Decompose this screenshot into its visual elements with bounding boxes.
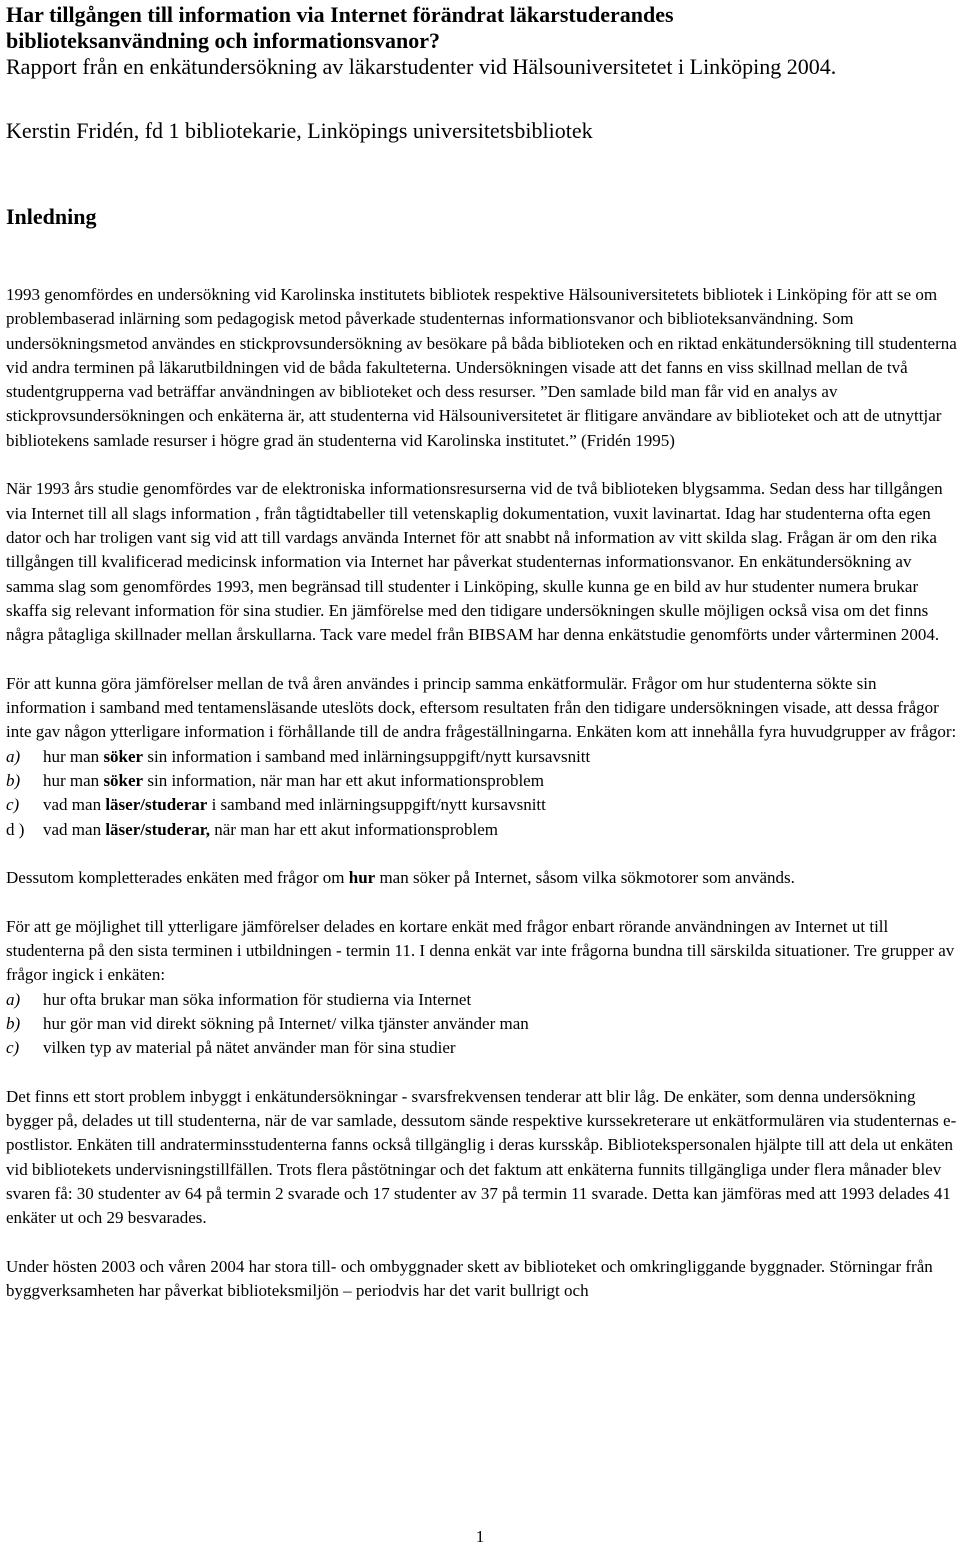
list-marker: a) bbox=[6, 746, 21, 766]
title-line-1: Har tillgången till information via Internet förändrat läkarstuderandes bbox=[6, 2, 674, 27]
question-list-1 bbox=[6, 745, 958, 842]
list-item-text: hur man söker sin information i samband med inlärningsuppgift/nytt kursavsnitt bbox=[43, 746, 591, 766]
paragraph-spacer bbox=[6, 890, 958, 914]
paragraph-2: När 1993 års studie genomfördes var de elektroniska informationsresurserna vid de två biblioteken blygsamma. Sedan dess har tillgången via Internet till all slags information , från tågtidtabeller till vetenskaplig dokumentation, vuxit lavinartat. Idag har studenterna ofta egen dator och har troligen vant sig vid att till vardags använda Internet för att snabbt nå information av vitt skilda slag. Frågan är om den rika tillgången till kvalificerad medicinsk information via Internet har påverkat studenternas informationsvanor. En enkätundersökning av samma slag som genomfördes 1993, men begränsad till studenter i Linköping, skulle kunna ge en bild av hur studenter numera brukar skaffa sig relevant information för sina studier. En jämförelse med den tidigare undersökningen skulle möjligen också visa om det finns några påtagliga skillnader mellan årskullarna. Tack vare medel från BIBSAM har denna enkätstudie genomförts under vårterminen 2004. bbox=[6, 479, 943, 645]
paragraph-spacer bbox=[6, 1231, 958, 1255]
list-item bbox=[6, 1036, 958, 1060]
list-item bbox=[6, 818, 958, 842]
list-item-text: vilken typ av material på nätet använder man för sina studier bbox=[43, 1038, 456, 1058]
paragraph-6: Det finns ett stort problem inbyggt i enkätundersökningar - svarsfrekvensen tenderar att blir låg. De enkäter, som denna undersökning bygger på, delades ut till studenterna, när de var samlade, dessutom sände respektive kurssekreterare ut enkätformulären via studenternas e-postlistor. Enkäten till andraterminsstudenterna fanns också tillgänglig i deras kursskåp. Bibliotekspersonalen hjälpte till att dela ut enkäten vid bibliotekets undervisningstillfällen. Trots flera påstötningar och det faktum att enkäterna funnits tillgängliga under flera månader blev svaren få: 30 studenter av 64 på termin 2 svarade och 17 studenter av 37 på termin 11 svarade. Detta kan jämföras med att 1993 delades 41 enkäter ut och 29 besvarades. bbox=[6, 1086, 957, 1228]
list-item-text: vad man läser/studerar i samband med inlärningsuppgift/nytt kursavsnitt bbox=[43, 795, 546, 815]
section-heading: Inledning bbox=[6, 204, 97, 229]
title-line-2: biblioteksanvändning och informationsvanor? bbox=[6, 28, 440, 53]
list-item bbox=[6, 1012, 958, 1036]
list-item bbox=[6, 793, 958, 817]
list-item-text: hur gör man vid direkt sökning på Internet/ vilka tjänster använder man bbox=[43, 1013, 529, 1033]
list-marker: c) bbox=[6, 1038, 20, 1058]
paragraph-5: För att ge möjlighet till ytterligare jämförelser delades en kortare enkät med frågor enbart rörande användningen av Internet ut till studenterna på den sista terminen i utbildningen - termin 11. I denna enkät var inte frågorna bundna till särskilda situationer. Tre grupper av frågor ingick i enkäten: bbox=[6, 916, 955, 985]
paragraph-3: För att kunna göra jämförelser mellan de två åren användes i princip samma enkätformulär. Frågor om hur studenterna sökte sin information i samband med tentamensläsande uteslöts dock, eftersom resultaten från den tidigare undersökningen visade, att dessa frågor inte gav någon ytterligare information i förhållande till de andra frågeställningarna. Enkäten kom att innehålla fyra huvudgrupper av frågor: bbox=[6, 673, 957, 742]
list-item-text: hur ofta brukar man söka information för studierna via Internet bbox=[43, 989, 472, 1009]
paragraph-4: Dessutom kompletterades enkäten med frågor om hur man söker på Internet, såsom vilka sökmotorer som används. bbox=[6, 868, 795, 888]
question-list-2 bbox=[6, 988, 958, 1061]
paragraph-1: 1993 genomfördes en undersökning vid Karolinska institutets bibliotek respektive Hälsouniversitetets bibliotek i Linköping för att se om problembaserad inlärning som pedagogisk metod påverkade studenternas informationsvanor och biblioteksanvändning. Som undersökningsmetod användes en stickprovsundersökning av besökare på båda biblioteken och en riktad enkätundersökning till studenterna vid andra terminen på läkarutbildningen vid de båda fakulteterna. Undersökningen visade att det fanns en viss skillnad mellan de två studentgrupperna vad beträffar användningen av biblioteket och dess resurser. ”Den samlade bild man får vid en analys av stickprovsundersökningen och enkäterna är, att studenterna vid Hälsouniversitetet är flitigare användare av biblioteket och att de utnyttjar bibliotekens samlade resurser i högre grad än studenterna vid Karolinska institutet.” (Fridén 1995) bbox=[6, 285, 957, 450]
paragraph-spacer bbox=[6, 647, 958, 671]
paragraph-spacer bbox=[6, 453, 958, 477]
list-marker: b) bbox=[6, 770, 21, 790]
paragraph-spacer bbox=[6, 1061, 958, 1085]
list-item bbox=[6, 988, 958, 1012]
list-marker: c) bbox=[6, 795, 20, 815]
list-item-text: vad man läser/studerar, när man har ett akut informationsproblem bbox=[43, 819, 498, 839]
document-subtitle: Rapport från en enkätundersökning av läkarstudenter vid Hälsouniversitetet i Linköping 2004. bbox=[6, 54, 837, 79]
list-marker: d ) bbox=[6, 819, 25, 839]
paragraph-7: Under hösten 2003 och våren 2004 har stora till- och ombyggnader skett av biblioteket och omkringliggande byggnader. Störningar från byggverksamheten har påverkat biblioteksmiljön – periodvis har det varit bullrigt och bbox=[6, 1256, 933, 1301]
paragraph-spacer bbox=[6, 842, 958, 866]
document-title bbox=[6, 2, 958, 80]
page-number: 1 bbox=[475, 1527, 485, 1546]
list-item bbox=[6, 745, 958, 769]
list-marker: a) bbox=[6, 989, 21, 1009]
document-body bbox=[6, 283, 958, 1303]
list-item bbox=[6, 769, 958, 793]
list-item-text: hur man söker sin information, när man har ett akut informationsproblem bbox=[43, 770, 544, 790]
author-line: Kerstin Fridén, fd 1 bibliotekarie, Linköpings universitetsbibliotek bbox=[6, 118, 593, 143]
list-marker: b) bbox=[6, 1013, 21, 1033]
